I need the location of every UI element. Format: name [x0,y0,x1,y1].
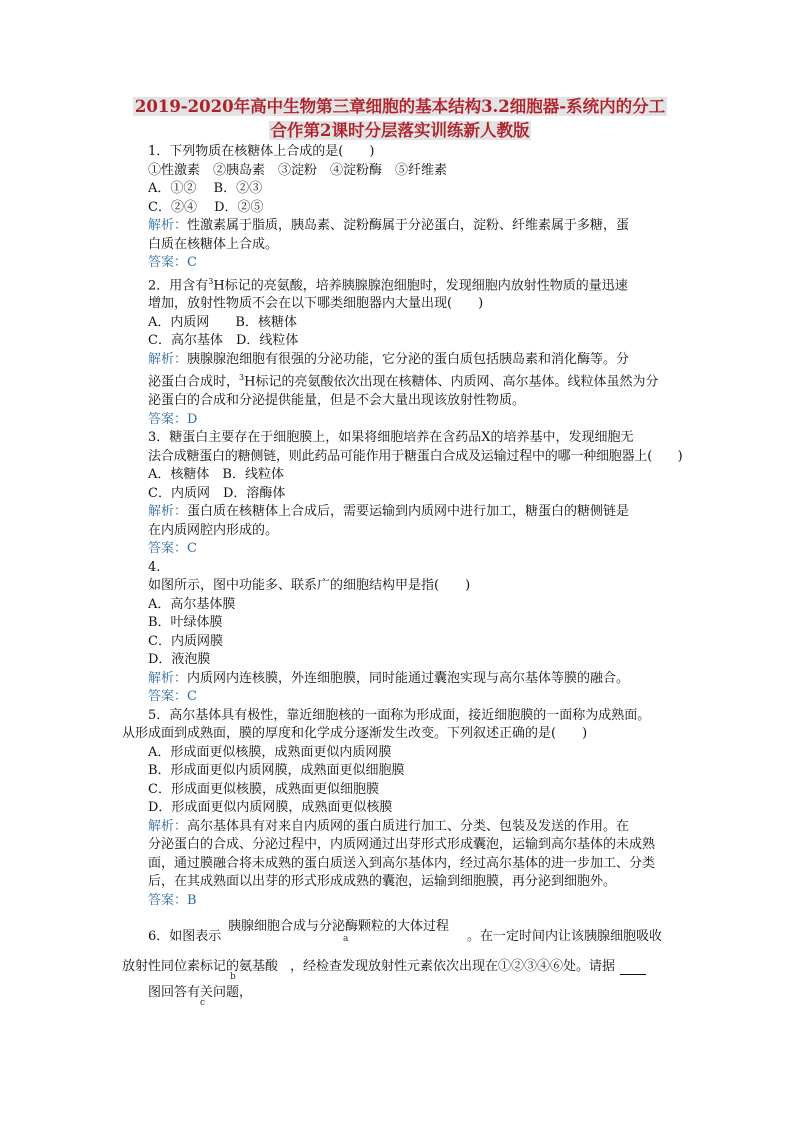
q5-analysis-2: 分泌蛋白的合成、分泌过程中，内质网通过出芽形式形成囊泡，运输到高尔基体的未成熟 [148,837,656,853]
q4-stem: 如图所示，图中功能多、联系广的细胞结构甲是指( ) [148,578,471,594]
q3-options-cd: C．内质网 D．溶酶体 [148,485,286,501]
q3-analysis-1: 蛋白质在核糖体上合成后，需要运输到内质网中进行加工，糖蛋白的糖侧链是 [187,504,630,520]
q2-analysis-sup: 3 [239,373,245,383]
q5-analysis-label: 解析： [148,818,188,834]
q3-analysis-2: 在内质网腔内形成的。 [148,522,279,538]
q2-analysis-2b: H标记的亮氨酸依次出现在核糖体、内质网、高尔基体。线粒体虽然为分 [244,374,659,390]
q1-options-cd: C．②④ D．②⑤ [148,199,264,215]
q3-answer: 答案：C [148,541,197,557]
q4-answer: 答案：C [148,689,197,705]
q1-analysis-1: 性激素属于脂质，胰岛素、淀粉酶属于分泌蛋白，淀粉、纤维素属于多糖，蛋 [187,218,630,233]
q6-mark-c: c [200,998,206,1009]
document-title [0,95,800,143]
q5-answer: 答案：B [148,892,197,908]
q2-stem-sup: 3 [208,276,214,286]
q2-analysis-1: 胰腺腺泡细胞有很强的分泌功能，它分泌的蛋白质包括胰岛素和消化酶等。分 [187,351,630,367]
q2-stem-1b: H标记的亮氨酸，培养胰腺腺泡细胞时，发现细胞内放射性物质的量迅速 [213,277,628,293]
q6-stem-f: 图回答有关问题， [148,985,253,1001]
q2-stem-2: 增加，放射性物质不会在以下哪类细胞器内大量出现( ) [148,296,484,312]
q5-option-b: B．形成面更似内质网膜，成熟面更似细胞膜 [148,763,405,779]
q6-stem-d: 放射性同位素标记的氨基酸 [122,959,279,975]
q2-stem-1a: 2．用含有 [148,277,209,293]
q5-option-a: A．形成面更似核膜，成熟面更似内质网膜 [148,744,392,760]
q1-analysis-label: 解析： [148,218,188,233]
q4-option-b: B．叶绿体膜 [148,615,223,631]
title-line-2: 合作第2课时分层落实训练新人教版 [270,121,530,140]
q1-answer: 答案：C [148,255,197,270]
q1-items: ①性激素 ②胰岛素 ③淀粉 ④淀粉酶 ⑤纤维素 [148,162,448,178]
q5-analysis-3: 面，通过膜融合将未成熟的蛋白质送入到高尔基体内，经过高尔基体的进一步加工、分类 [148,855,656,871]
q5-option-d: D．形成面更似内质网膜，成熟面更似核膜 [148,800,393,816]
q4-option-c: C．内质网膜 [148,633,223,649]
q5-analysis-1: 高尔基体具有对来自内质网的蛋白质进行加工、分类、包装及发送的作用。在 [187,818,630,834]
q4-option-d: D．液泡膜 [148,652,211,668]
q4-analysis-1: 内质网内连核膜，外连细胞膜，同时能通过囊泡实现与高尔基体等膜的融合。 [187,670,630,686]
q5-option-c: C．形成面更似核膜，成熟面更似细胞膜 [148,781,379,797]
q2-analysis-3: 泌蛋白的合成和分泌提供能量，但是不会大量出现该放射性物质。 [148,393,526,409]
q6-mark-a: a [343,934,349,945]
q6-block [122,916,708,1009]
q1-options-ab: A．①② B．②③ [148,181,263,196]
q6-stem-b: 胰腺细胞合成与分泌酶颗粒的大体过程 [228,919,450,935]
q5-stem-1: 5．高尔基体具有极性，靠近细胞核的一面称为形成面，接近细胞膜的一面称为成熟面。 [148,707,651,723]
q4-option-a: A．高尔基体膜 [148,596,236,612]
title-line-1: 2019-2020年高中生物第三章细胞的基本结构3.2细胞器-系统内的分工 [134,97,666,116]
q6-stem-c: 。在一定时间内让该胰腺细胞吸收 [467,929,663,945]
q3-stem-1: 3．糖蛋白主要存在于细胞膜上，如果将细胞培养在含药品X的培养基中，发现细胞无 [148,430,634,446]
q2-options-ab: A．内质网 B．核糖体 [148,314,297,330]
q2-options-cd: C．高尔基体 D．线粒体 [148,333,299,349]
q2-answer: 答案：D [148,411,198,427]
q2-analysis-2a: 泌蛋白合成时， [148,374,240,390]
q5-stem-2: 从形成面到成熟面，膜的厚度和化学成分逐渐发生改变。下列叙述正确的是( ) [122,726,588,742]
q4-number: 4. [148,559,161,575]
q3-analysis-label: 解析： [148,504,188,520]
q2-analysis-label: 解析： [148,351,188,367]
q3-stem-2: 法合成糖蛋白的糖侧链，则此药品可能作用于糖蛋白合成及运输过程中的哪一种细胞器上( ) [148,448,683,464]
q1-analysis-2: 白质在核糖体上合成。 [148,236,279,252]
q5-analysis-4: 后，在其成熟面以出芽的形式形成成熟的囊泡，运输到细胞膜，再分泌到细胞外。 [148,874,617,890]
q4-analysis-label: 解析： [148,670,188,686]
q1-stem: 1．下列物质在核糖体上合成的是( ) [148,144,375,159]
q3-options-ab: A．核糖体 B．线粒体 [148,467,284,483]
q6-mark-b: b [230,972,236,983]
q6-stem-a: 6．如图表示 [148,929,222,945]
document-body [122,143,708,1009]
q6-stem-e: ，经检查发现放射性元素依次出现在①②③④⑥处。请据 [290,959,616,975]
